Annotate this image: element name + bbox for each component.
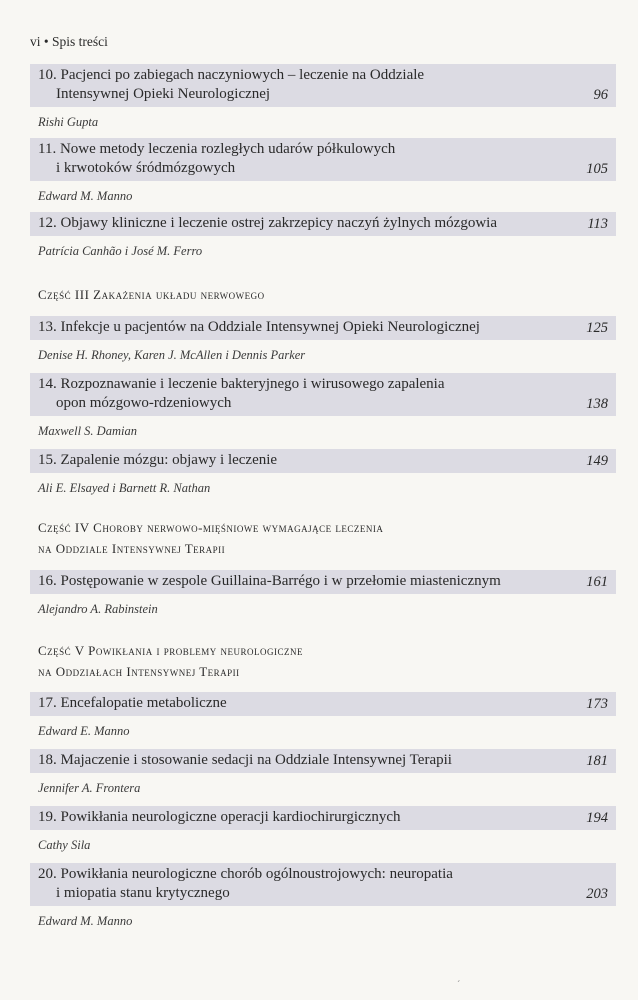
toc-entry-13 <box>30 316 616 363</box>
entry-title-bar <box>30 449 616 473</box>
entry-title-bar <box>30 863 616 906</box>
part-heading-3 <box>38 284 265 305</box>
entry-title-line1: 20. Powikłania neurologiczne chorób ogólnoustrojowych: neuropatia <box>38 866 453 882</box>
entry-title-line1: 16. Postępowanie w zespole Guillaina-Barrégo i w przełomie miastenicznym <box>38 573 501 589</box>
entry-title-line1: 19. Powikłania neurologiczne operacji kardiochirurgicznych <box>38 809 401 825</box>
entry-authors: Edward M. Manno <box>38 189 133 203</box>
part-heading-4 <box>38 517 383 559</box>
toc-entry-11 <box>30 138 616 204</box>
toc-entry-14 <box>30 373 616 439</box>
entry-page-number: 113 <box>587 216 608 232</box>
entry-title-bar <box>30 316 616 340</box>
toc-entry-19 <box>30 806 616 853</box>
entry-authors: Jennifer A. Frontera <box>38 781 141 795</box>
toc-entry-12 <box>30 212 616 259</box>
entry-title-line2: Intensywnej Opieki Neurologicznej <box>56 86 271 102</box>
toc-entry-10 <box>30 64 616 130</box>
entry-page-number: 194 <box>586 810 608 826</box>
entry-page-number: 203 <box>586 886 608 902</box>
entry-title-line1: 12. Objawy kliniczne i leczenie ostrej zakrzepicy naczyń żylnych mózgowia <box>38 215 497 231</box>
entry-title-bar <box>30 692 616 716</box>
part-heading-line1: Część V Powikłania i problemy neurologiczne <box>38 643 304 658</box>
entry-title-bar <box>30 373 616 416</box>
entry-title-line1: 15. Zapalenie mózgu: objawy i leczenie <box>38 452 278 468</box>
part-heading-line1: Część III Zakażenia układu nerwowego <box>38 287 265 302</box>
entry-title-line1: 11. Nowe metody leczenia rozległych udarów półkulowych <box>38 141 396 157</box>
entry-title-line2: opon mózgowo-rdzeniowych <box>56 395 232 411</box>
entry-title-bar <box>30 749 616 773</box>
entry-page-number: 138 <box>586 396 608 412</box>
toc-entry-16 <box>30 570 616 617</box>
entry-authors: Cathy Sila <box>38 838 91 852</box>
entry-authors: Alejandro A. Rabinstein <box>38 602 158 616</box>
entry-title-bar <box>30 138 616 181</box>
toc-entry-17 <box>30 692 616 739</box>
entry-authors: Edward M. Manno <box>38 914 133 928</box>
entry-title-bar <box>30 64 616 107</box>
toc-entry-15 <box>30 449 616 496</box>
entry-page-number: 181 <box>586 753 608 769</box>
toc-entry-18 <box>30 749 616 796</box>
part-heading-5 <box>38 640 303 682</box>
entry-title-line2: i miopatia stanu krytycznego <box>56 885 230 901</box>
entry-title-line1: 18. Majaczenie i stosowanie sedacji na Oddziale Intensywnej Terapii <box>38 752 452 768</box>
entry-page-number: 125 <box>586 320 608 336</box>
entry-title-line2: i krwotoków śródmózgowych <box>56 160 236 176</box>
entry-title-line1: 13. Infekcje u pacjentów na Oddziale Intensywnej Opieki Neurologicznej <box>38 319 480 335</box>
entry-authors: Maxwell S. Damian <box>38 424 137 438</box>
toc-entry-20 <box>30 863 616 929</box>
running-head: vi • Spis treści <box>30 34 108 49</box>
entry-title-bar <box>30 806 616 830</box>
stray-mark: ´ <box>457 980 461 991</box>
entry-page-number: 105 <box>586 161 608 177</box>
entry-authors: Ali E. Elsayed i Barnett R. Nathan <box>38 481 211 495</box>
entry-page-number: 149 <box>586 453 608 469</box>
entry-title-bar <box>30 570 616 594</box>
entry-title-line1: 14. Rozpoznawanie i leczenie bakteryjnego i wirusowego zapalenia <box>38 376 445 392</box>
entry-authors: Patrícia Canhão i José M. Ferro <box>38 244 203 258</box>
entry-authors: Denise H. Rhoney, Karen J. McAllen i Dennis Parker <box>38 348 306 362</box>
entry-authors: Rishi Gupta <box>38 115 99 129</box>
part-heading-line2: na Oddziałach Intensywnej Terapii <box>38 664 240 679</box>
entry-title-line1: 10. Pacjenci po zabiegach naczyniowych – leczenie na Oddziale <box>38 67 425 83</box>
entry-page-number: 173 <box>586 696 608 712</box>
entry-authors: Edward E. Manno <box>38 724 130 738</box>
part-heading-line2: na Oddziale Intensywnej Terapii <box>38 541 226 556</box>
part-heading-line1: Część IV Choroby nerwowo-mięśniowe wymagające leczenia <box>38 520 384 535</box>
entry-title-line1: 17. Encefalopatie metaboliczne <box>38 695 227 711</box>
entry-page-number: 96 <box>593 87 608 103</box>
entry-title-bar <box>30 212 616 236</box>
entry-page-number: 161 <box>586 574 608 590</box>
